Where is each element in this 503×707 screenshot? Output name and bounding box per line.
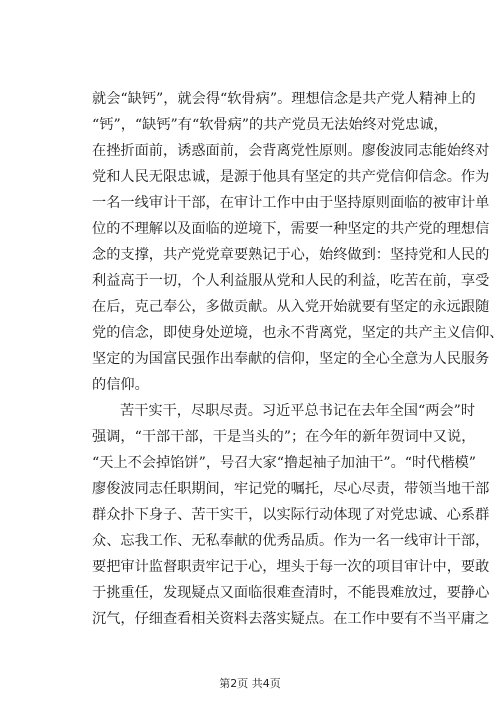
text-line: 位的不理解以及面临的逆境下，需要一种坚定的共产党的理想信 — [92, 221, 490, 237]
text-line: 强调，“干部干部，干是当头的”；在今年的新年贺词中又说， — [92, 429, 476, 445]
text-line: “天上不会掉馅饼”，号召大家“撸起袖子加油干”。“时代楷模” — [92, 455, 477, 471]
text-line: 念的支撑，共产党党章要熟记于心，始终做到：坚持党和人民的 — [92, 247, 490, 263]
text-line: 坚定的为国富民强作出奉献的信仰，坚定的全心全意为人民服务 — [92, 351, 490, 367]
text-line: 要把审计监督职责牢记于心，埋头于每一次的项目审计中，要敢 — [92, 559, 490, 575]
text-line: 廖俊波同志任职期间，牢记党的嘱托，尽心尽责，带领当地干部 — [92, 481, 490, 497]
text-line: 沉气，仔细查看相关资料去落实疑点。在工作中要有不当平庸之 — [92, 611, 490, 627]
paragraph-first-line: 苦干实干，尽职尽责。习近平总书记在去年全国“两会”时 — [120, 403, 476, 419]
text-line: 众、忘我工作、无私奉献的优秀品质。作为一名一线审计干部， — [92, 533, 490, 549]
body-text — [92, 86, 503, 632]
page-number: 第2页 共4页 — [219, 677, 281, 690]
text-line: 在挫折面前，诱惑面前，会背离党性原则。廖俊波同志能始终对 — [92, 143, 490, 159]
text-line: 党的信念，即使身处逆境，也永不背离党，坚定的共产主义信仰、 — [92, 325, 503, 341]
text-line: 就会“缺钙”，就会得“软骨病”。理想信念是共产党人精神上的 — [92, 91, 476, 107]
text-line: 利益高于一切，个人利益服从党和人民的利益，吃苦在前，享受 — [92, 273, 490, 289]
text-line: 于挑重任，发现疑点又面临很难查清时，不能畏难放过，要静心 — [92, 585, 490, 601]
text-line: “钙”，“缺钙”有“软骨病”的共产党员无法始终对党忠诚， — [92, 117, 448, 133]
text-line: 在后，克己奉公，多做贡献。从入党开始就要有坚定的永远跟随 — [92, 299, 490, 315]
text-line: 一名一线审计干部，在审计工作中由于坚持原则面临的被审计单 — [92, 195, 490, 211]
text-line: 的信仰。 — [92, 377, 149, 393]
text-line: 群众扑下身子、苦干实干，以实际行动体现了对党忠诚、心系群 — [92, 507, 490, 523]
text-line: 党和人民无限忠诚，是源于他具有坚定的共产党信仰信念。作为 — [92, 169, 490, 185]
